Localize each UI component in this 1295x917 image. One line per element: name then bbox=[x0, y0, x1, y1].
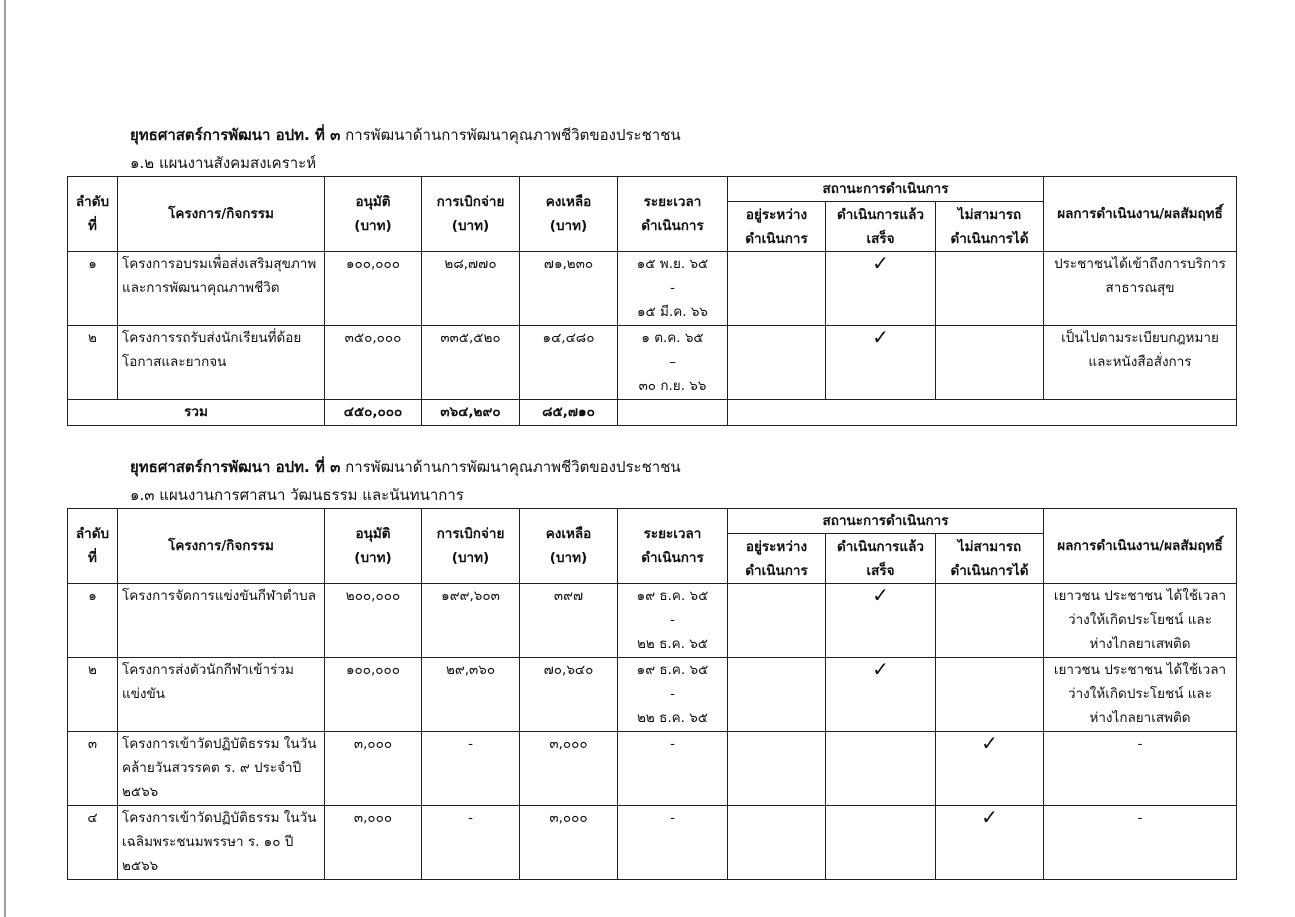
row-status-in-progress bbox=[728, 658, 826, 732]
row-result-line: ว่างให้เกิดประโยชน์ และ bbox=[1068, 686, 1212, 702]
header-disbursed bbox=[422, 177, 520, 252]
row-project-name bbox=[118, 584, 325, 658]
header-period bbox=[618, 177, 728, 252]
plan-table-religion-culture bbox=[67, 508, 1237, 880]
check-mark-icon: ✓ bbox=[981, 731, 998, 755]
row-project-name-line: และการพัฒนาคุณภาพชีวิต bbox=[122, 280, 280, 296]
row-status-done bbox=[826, 326, 936, 400]
row-remaining: ๑๔,๔๘๐ bbox=[520, 326, 618, 400]
header-period bbox=[618, 509, 728, 584]
row-result-line: และหนังสือสั่งการ bbox=[1088, 354, 1192, 370]
row-remaining: ๓๙๗ bbox=[520, 584, 618, 658]
table-row bbox=[68, 326, 1237, 400]
table-row bbox=[68, 732, 1237, 806]
header-status-unable-line: ดำเนินการได้ bbox=[950, 562, 1029, 579]
row-remaining: ๓,๐๐๐ bbox=[520, 732, 618, 806]
row-result-line: สาธารณสุข bbox=[1105, 280, 1175, 296]
header-status-in-progress bbox=[728, 534, 826, 584]
row-period bbox=[618, 658, 728, 732]
row-no: ๑ bbox=[68, 584, 118, 658]
row-no: ๒ bbox=[68, 658, 118, 732]
row-no: ๓ bbox=[68, 732, 118, 806]
row-project-name-line: โครงการรถรับส่งนักเรียนที่ด้อย bbox=[122, 330, 302, 346]
check-mark-icon: ✓ bbox=[872, 325, 889, 349]
row-result bbox=[1044, 252, 1237, 326]
row-period-line: ๑๙ ธ.ค. ๖๕ bbox=[636, 662, 709, 678]
row-status-unable bbox=[936, 252, 1044, 326]
row-status-unable bbox=[936, 658, 1044, 732]
header-period-line: ระยะเวลา bbox=[643, 194, 702, 210]
check-mark-icon: ✓ bbox=[981, 805, 998, 829]
row-project-name-line: ๒๕๖๖ bbox=[122, 858, 159, 874]
row-project-name-line: ๒๕๖๖ bbox=[122, 784, 159, 800]
row-project-name bbox=[118, 326, 325, 400]
row-status-done bbox=[826, 732, 936, 806]
total-remaining: ๘๕,๗๑๐ bbox=[520, 400, 618, 426]
row-remaining: ๗๑,๒๓๐ bbox=[520, 252, 618, 326]
row-result bbox=[1044, 584, 1237, 658]
total-approved: ๔๕๐,๐๐๐ bbox=[325, 400, 422, 426]
header-approved-line: (บาท) bbox=[354, 218, 392, 234]
row-project-name bbox=[118, 732, 325, 806]
header-remaining-line: (บาท) bbox=[549, 218, 588, 234]
check-mark-icon: ✓ bbox=[872, 251, 889, 275]
total-blank bbox=[728, 400, 1237, 426]
header-status-in-progress-line: ดำเนินการ bbox=[745, 230, 808, 247]
row-result-line: เยาวชน ประชาชน ได้ใช้เวลา bbox=[1053, 662, 1227, 678]
row-approved: ๓๕๐,๐๐๐ bbox=[325, 326, 422, 400]
table-row bbox=[68, 658, 1237, 732]
header-disbursed-line: การเบิกจ่าย bbox=[436, 526, 505, 542]
row-period-line: - bbox=[670, 280, 675, 296]
row-period-line: ๑๕ มี.ค. ๖๖ bbox=[636, 304, 709, 320]
row-period bbox=[618, 584, 728, 658]
row-remaining: ๓,๐๐๐ bbox=[520, 806, 618, 880]
header-status-in-progress bbox=[728, 202, 826, 252]
row-period bbox=[618, 732, 728, 806]
header-result: ผลการดำเนินงาน/ผลสัมฤทธิ์ bbox=[1044, 177, 1237, 252]
check-mark-icon: ✓ bbox=[872, 583, 889, 607]
table-row bbox=[68, 806, 1237, 880]
row-disbursed: ๑๙๙,๖๐๓ bbox=[422, 584, 520, 658]
header-no-line: ลำดับ bbox=[75, 526, 110, 542]
row-period-line: - bbox=[670, 686, 675, 702]
header-remaining bbox=[520, 509, 618, 584]
row-project-name-line: แข่งขัน bbox=[122, 686, 165, 702]
row-result-line: เยาวชน ประชาชน ได้ใช้เวลา bbox=[1053, 588, 1227, 604]
row-project-name bbox=[118, 252, 325, 326]
header-status-unable bbox=[936, 202, 1044, 252]
section-1-subtitle: ๑.๒ แผนงานสังคมสงเคราะห์ bbox=[130, 154, 317, 172]
section-1-title bbox=[130, 124, 681, 146]
header-remaining-line: คงเหลือ bbox=[545, 526, 592, 542]
header-status-in-progress-line: อยู่ระหว่าง bbox=[745, 206, 808, 223]
header-disbursed bbox=[422, 509, 520, 584]
row-result-line: ห่างไกลยาเสพติด bbox=[1089, 636, 1191, 652]
header-status-done-line: ดำเนินการแล้ว bbox=[837, 538, 924, 555]
row-disbursed: - bbox=[422, 732, 520, 806]
row-period-line: ๑๙ ธ.ค. ๖๕ bbox=[636, 588, 709, 604]
header-status-done bbox=[826, 202, 936, 252]
row-status-unable bbox=[936, 732, 1044, 806]
header-approved bbox=[325, 177, 422, 252]
row-result bbox=[1044, 326, 1237, 400]
header-remaining-line: (บาท) bbox=[549, 550, 588, 566]
section-2-title bbox=[130, 456, 681, 478]
header-status-group: สถานะการดำเนินการ bbox=[728, 509, 1044, 534]
header-status-done-line: เสร็จ bbox=[866, 230, 895, 247]
header-result: ผลการดำเนินงาน/ผลสัมฤทธิ์ bbox=[1044, 509, 1237, 584]
plan-table-social-welfare bbox=[67, 176, 1237, 426]
row-project-name-line: โครงการอบรมเพื่อส่งเสริมสุขภาพ bbox=[122, 256, 317, 272]
row-approved: ๑๐๐,๐๐๐ bbox=[325, 252, 422, 326]
header-status-unable-line: ไม่สามารถ bbox=[957, 538, 1022, 555]
row-period bbox=[618, 252, 728, 326]
header-disbursed-line: (บาท) bbox=[451, 218, 490, 234]
table-row bbox=[68, 584, 1237, 658]
page-left-edge bbox=[4, 0, 6, 917]
row-status-in-progress bbox=[728, 326, 826, 400]
row-no: ๒ bbox=[68, 326, 118, 400]
row-no: ๑ bbox=[68, 252, 118, 326]
table-row bbox=[68, 252, 1237, 326]
row-project-name-line: โครงการเข้าวัดปฏิบัติธรรม ในวัน bbox=[122, 736, 317, 752]
row-status-unable bbox=[936, 326, 1044, 400]
row-result-line: ห่างไกลยาเสพติด bbox=[1089, 710, 1191, 726]
row-remaining: ๗๐,๖๔๐ bbox=[520, 658, 618, 732]
header-no-line: ที่ bbox=[88, 218, 97, 234]
header-period-line: ดำเนินการ bbox=[641, 218, 704, 234]
row-status-done bbox=[826, 584, 936, 658]
header-remaining bbox=[520, 177, 618, 252]
header-status-done-line: เสร็จ bbox=[866, 562, 895, 579]
row-result-line: ว่างให้เกิดประโยชน์ และ bbox=[1068, 612, 1212, 628]
row-project-name-line: โครงการส่งตัวนักกีฬาเข้าร่วม bbox=[122, 662, 294, 678]
header-row bbox=[68, 177, 1237, 202]
header-approved bbox=[325, 509, 422, 584]
total-label: รวม bbox=[68, 400, 325, 426]
row-period-line: – bbox=[669, 354, 676, 370]
row-period-line: ๑๕ พ.ย. ๖๕ bbox=[636, 256, 709, 272]
row-status-in-progress bbox=[728, 252, 826, 326]
row-period-line: - bbox=[670, 810, 675, 826]
row-disbursed: ๒๘,๗๗๐ bbox=[422, 252, 520, 326]
row-disbursed: - bbox=[422, 806, 520, 880]
row-status-done bbox=[826, 252, 936, 326]
row-period-line: - bbox=[670, 736, 675, 752]
row-project-name-line: เฉลิมพระชนมพรรษา ร. ๑๐ ปี bbox=[122, 834, 294, 850]
header-no bbox=[68, 509, 118, 584]
header-status-group: สถานะการดำเนินการ bbox=[728, 177, 1044, 202]
header-status-unable bbox=[936, 534, 1044, 584]
total-row bbox=[68, 400, 1237, 426]
header-approved-line: อนุมัติ bbox=[355, 526, 391, 542]
header-period-line: ระยะเวลา bbox=[643, 526, 702, 542]
row-project-name-line: โครงการจัดการแข่งขันกีฬาตำบล bbox=[122, 588, 316, 604]
row-disbursed: ๒๙,๓๖๐ bbox=[422, 658, 520, 732]
section-2-title-rest: การพัฒนาด้านการพัฒนาคุณภาพชีวิตของประชาชน bbox=[345, 458, 681, 476]
row-result-line: ประชาชนได้เข้าถึงการบริการ bbox=[1054, 256, 1226, 272]
section-1-title-bold: ยุทธศาสตร์การพัฒนา อปท. ที่ ๓ bbox=[130, 126, 341, 144]
row-status-done bbox=[826, 806, 936, 880]
row-result bbox=[1044, 732, 1237, 806]
row-period-line: ๒๒ ธ.ค. ๖๕ bbox=[636, 710, 709, 726]
total-period-empty bbox=[618, 400, 728, 426]
section-2-subtitle: ๑.๓ แผนงานการศาสนา วัฒนธรรม และนันทนาการ bbox=[130, 486, 464, 504]
header-approved-line: อนุมัติ bbox=[355, 194, 391, 210]
check-mark-icon: ✓ bbox=[872, 657, 889, 681]
row-approved: ๒๐๐,๐๐๐ bbox=[325, 584, 422, 658]
section-2-title-bold: ยุทธศาสตร์การพัฒนา อปท. ที่ ๓ bbox=[130, 458, 341, 476]
row-status-done bbox=[826, 658, 936, 732]
row-disbursed: ๓๓๕,๕๒๐ bbox=[422, 326, 520, 400]
header-project: โครงการ/กิจกรรม bbox=[118, 177, 325, 252]
row-project-name-line: โครงการเข้าวัดปฏิบัติธรรม ในวัน bbox=[122, 810, 317, 826]
header-remaining-line: คงเหลือ bbox=[545, 194, 592, 210]
row-status-in-progress bbox=[728, 806, 826, 880]
header-row bbox=[68, 509, 1237, 534]
header-period-line: ดำเนินการ bbox=[641, 550, 704, 566]
row-result bbox=[1044, 658, 1237, 732]
header-no bbox=[68, 177, 118, 252]
row-approved: ๓,๐๐๐ bbox=[325, 806, 422, 880]
row-project-name-line: โอกาสและยากจน bbox=[122, 354, 227, 370]
row-period-line: - bbox=[670, 612, 675, 628]
row-period bbox=[618, 326, 728, 400]
row-result-line: - bbox=[1137, 736, 1143, 752]
header-status-done bbox=[826, 534, 936, 584]
row-period bbox=[618, 806, 728, 880]
row-result-line: เป็นไปตามระเบียบกฎหมาย bbox=[1061, 330, 1219, 346]
header-status-done-line: ดำเนินการแล้ว bbox=[837, 206, 924, 223]
row-project-name bbox=[118, 806, 325, 880]
row-no: ๔ bbox=[68, 806, 118, 880]
row-result bbox=[1044, 806, 1237, 880]
row-period-line: ๑ ต.ค. ๖๕ bbox=[641, 330, 704, 346]
row-project-name-line: คล้ายวันสวรรคต ร. ๙ ประจำปี bbox=[122, 760, 302, 776]
row-status-in-progress bbox=[728, 732, 826, 806]
header-project: โครงการ/กิจกรรม bbox=[118, 509, 325, 584]
row-approved: ๑๐๐,๐๐๐ bbox=[325, 658, 422, 732]
header-disbursed-line: การเบิกจ่าย bbox=[436, 194, 505, 210]
row-status-in-progress bbox=[728, 584, 826, 658]
header-status-unable-line: ไม่สามารถ bbox=[957, 206, 1022, 223]
row-status-unable bbox=[936, 806, 1044, 880]
row-status-unable bbox=[936, 584, 1044, 658]
row-result-line: - bbox=[1137, 810, 1143, 826]
row-period-line: ๒๒ ธ.ค. ๖๕ bbox=[636, 636, 709, 652]
header-status-in-progress-line: อยู่ระหว่าง bbox=[745, 538, 808, 555]
header-disbursed-line: (บาท) bbox=[451, 550, 490, 566]
row-approved: ๓,๐๐๐ bbox=[325, 732, 422, 806]
header-status-in-progress-line: ดำเนินการ bbox=[745, 562, 808, 579]
header-approved-line: (บาท) bbox=[354, 550, 392, 566]
row-period-line: ๓๐ ก.ย. ๖๖ bbox=[638, 378, 707, 394]
section-1-title-rest: การพัฒนาด้านการพัฒนาคุณภาพชีวิตของประชาชน bbox=[345, 126, 681, 144]
row-project-name bbox=[118, 658, 325, 732]
header-no-line: ที่ bbox=[88, 550, 97, 566]
header-no-line: ลำดับ bbox=[75, 194, 110, 210]
total-disbursed: ๓๖๔,๒๙๐ bbox=[422, 400, 520, 426]
header-status-unable-line: ดำเนินการได้ bbox=[950, 230, 1029, 247]
